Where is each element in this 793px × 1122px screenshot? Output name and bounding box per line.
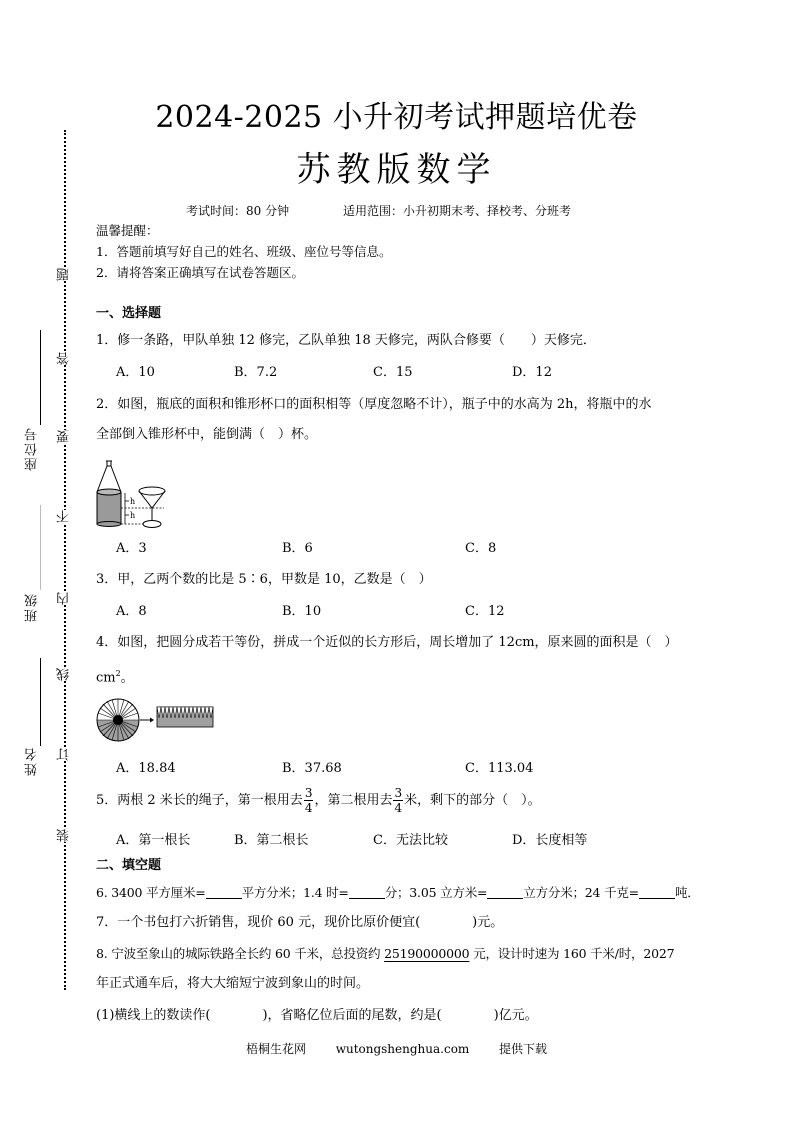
question-4-line1: 4．如图，把圆分成若干等份，拼成一个近似的长方形后，周长增加了 12cm，原来圆的面积是（ ） [96,635,678,650]
q1-option-a[interactable]: A．10 [116,365,155,380]
q3-option-c[interactable]: C．12 [465,604,505,619]
q2-option-c[interactable]: C．8 [465,541,497,556]
class-field[interactable] [40,505,41,590]
unit-superscript: 2 [115,669,121,678]
question-1: 1．修一条路，甲队单独 12 修完，乙队单独 18 天修完，两队合修要（ ）天修完． [96,333,596,348]
q4-option-a[interactable]: A．18.84 [116,761,176,776]
binding-word: 要 [57,430,72,443]
footer-url[interactable]: wutongshenghua.com [335,1042,470,1056]
q5-option-b[interactable]: B．第二根长 [234,833,309,848]
fraction-three-quarters: $\frac{3}{4}$ [394,786,403,815]
sentence-end: 。 [120,670,134,686]
footer-note: 提供下载 [498,1042,547,1056]
q5-text-part3: 米，剩下的部分（ ）。 [404,793,541,808]
q4-option-b[interactable]: B．37.68 [282,761,342,776]
question-2-line1: 2．如图，瓶底的面积和锥形杯口的面积相等（厚度忽略不计），瓶子中的水高为 2h，将瓶中的水 [96,397,652,412]
name-field[interactable] [40,658,41,746]
q5-option-d[interactable]: D．长度相等 [512,833,588,848]
q5-text-part1: 5．两根 2 米长的绳子，第一根用去 [96,793,303,808]
q3-option-b[interactable]: B．10 [282,604,322,619]
q1-option-b[interactable]: B．7.2 [234,365,278,380]
seat-number-label: 座位号 [25,426,40,471]
height-label-h1: h [130,497,136,506]
reminder-item: 2．请将答案正确填写在试卷答题区。 [96,265,304,280]
q5-option-a[interactable]: A．第一根长 [116,833,191,848]
section-heading-choice: 一、选择题 [96,306,162,321]
class-label: 班级 [25,592,40,622]
q4-option-c[interactable]: C．113.04 [465,761,534,776]
exam-time: 考试时间：80 分钟 [186,204,290,218]
page-footer [0,1041,793,1057]
binding-word: 订 [57,748,72,761]
binding-word: 内 [57,592,72,605]
investment-amount: 25190000000 [384,946,470,961]
height-label-h2: h [130,511,136,520]
binding-word: 答 [57,352,72,365]
exam-scope: 适用范围：小升初期末考、择校考、分班考 [343,204,572,218]
circle-to-rectangle-figure [96,698,236,744]
answer-blank[interactable] [206,884,242,899]
exam-title: 2024-2025 小升初考试押题培优卷 [155,100,638,135]
q1-option-d[interactable]: D．12 [512,365,552,380]
seat-number-field[interactable] [40,330,41,425]
reminder-item: 1．答题前填写好自己的姓名、班级、座位号等信息。 [96,244,392,259]
reminder-heading: 温馨提醒： [96,223,159,238]
binding-dotted-line [64,130,66,990]
question-2-line2: 全部倒入锥形杯中，能倒满（ ）杯。 [96,427,318,442]
question-5 [96,786,541,816]
binding-word: 不 [57,510,72,523]
question-4-line2 [96,665,134,687]
question-8-sub1: (1)横线上的数读作( )，省略亿位后面的尾数，约是( )亿元。 [96,1008,538,1023]
q2-option-b[interactable]: B．6 [282,541,313,556]
question-8-line1: 8. 宁波至象山的城际铁路全长约 60 千米，总投资约 25190000000 元，设计时速为 160 千米/时，2027 [96,946,675,961]
name-label: 姓名 [25,746,40,776]
binding-word: 装 [57,829,72,842]
binding-word: 题 [57,268,72,281]
section-heading-fill: 二、填空题 [96,858,162,873]
question-6: 6. 3400 平方厘米= 平方分米；1.4 时= 分；3.05 立方米= 立方分米；24 千克= 吨． [96,885,700,900]
q1-option-c[interactable]: C．15 [373,365,413,380]
unit-cm: cm [96,670,116,686]
answer-blank[interactable] [349,884,385,899]
q2-option-a[interactable]: A．3 [116,541,147,556]
q5-option-c[interactable]: C．无法比较 [373,833,448,848]
footer-site-name: 梧桐生花网 [246,1042,307,1056]
answer-blank[interactable] [639,884,675,899]
question-3: 3．甲，乙两个数的比是 5∶6，甲数是 10，乙数是（ ） [96,572,432,587]
exam-subtitle: 苏教版数学 [296,150,497,190]
question-8-line2: 年正式通车后，将大大缩短宁波到象山的时间。 [96,976,370,991]
q5-text-part2: ，第二根用去 [314,793,393,808]
binding-word: 线 [57,668,72,681]
bottle-and-cone-figure [94,458,174,530]
q3-option-a[interactable]: A．8 [116,604,147,619]
question-7: 7．一个书包打六折销售，现价 60 元，现价比原价便宜( )元。 [96,915,504,930]
fraction-three-quarters: $\frac{3}{4}$ [304,786,313,815]
answer-blank[interactable] [487,884,523,899]
